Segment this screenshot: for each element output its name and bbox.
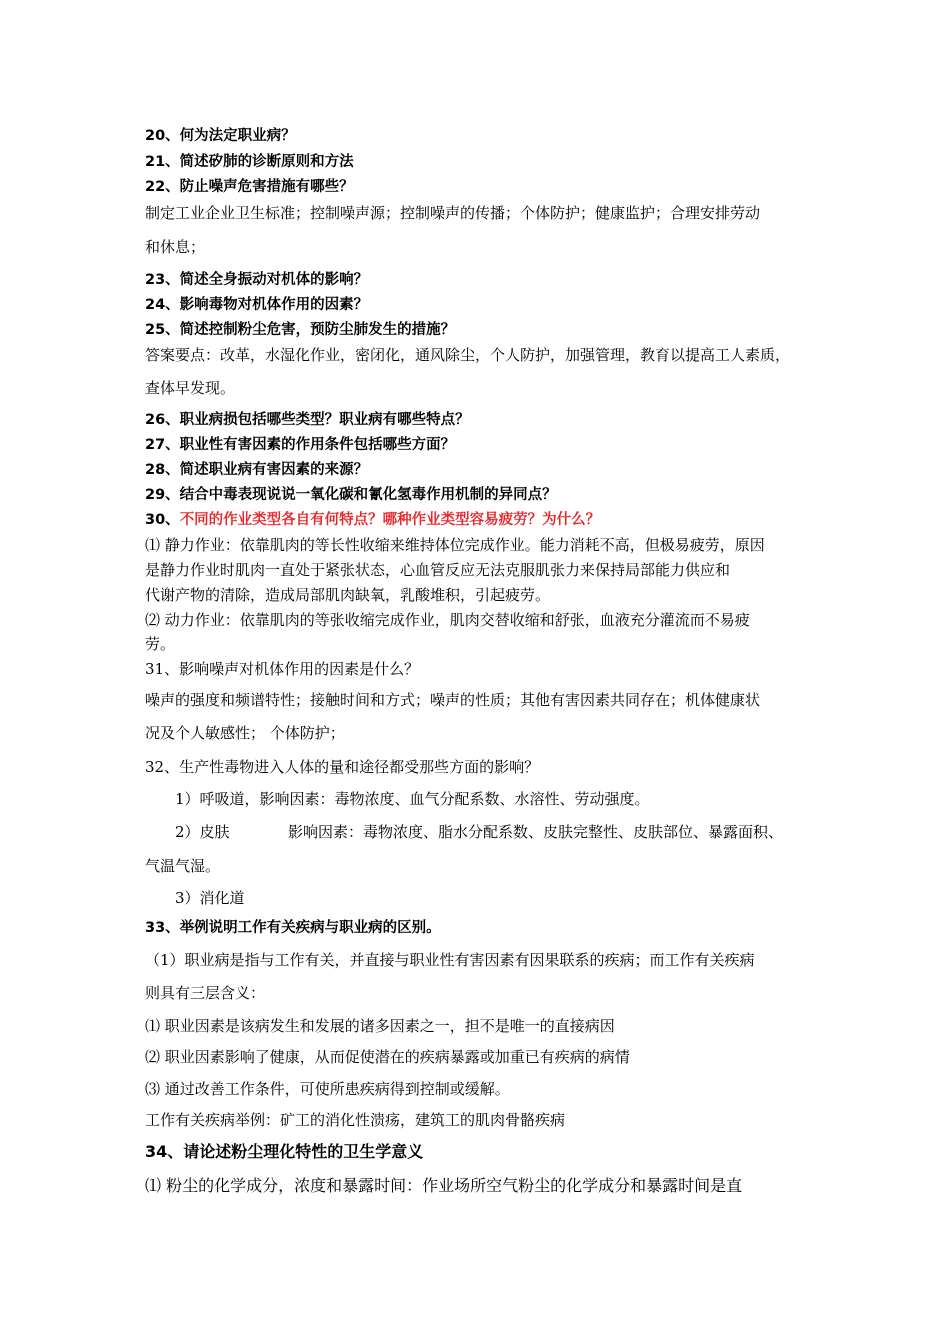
question-34: 34、请论述粉尘理化特性的卫生学意义 — [145, 1142, 424, 1161]
answer-25-line1: 答案要点：改革，水湿化作业，密闭化，通风除尘，个人防护，加强管理，教育以提高工人素质， — [145, 346, 791, 364]
answer-22-line2: 和休息； — [145, 238, 206, 256]
answer-30-line5: 劳。 — [145, 635, 176, 653]
question-22: 22、防止噪声危害措施有哪些？ — [145, 179, 354, 195]
question-28: 28、简述职业病有害因素的来源？ — [145, 462, 369, 478]
answer-32-skin-label: 2）皮肤 — [175, 823, 230, 841]
answer-32-digestive: 3）消化道 — [175, 889, 245, 907]
answer-33-item2: ⑵ 职业因素影响了健康，从而促使潜在的疾病暴露或加重已有疾病的病情 — [145, 1048, 630, 1066]
answer-31-line1: 噪声的强度和频谱特性；接触时间和方式；噪声的性质；其他有害因素共同存在；机体健康状 — [145, 691, 761, 709]
answer-25-line2: 查体早发现。 — [145, 379, 236, 397]
answer-33-item3: ⑶ 通过改善工作条件，可使所患疾病得到控制或缓解。 — [145, 1080, 510, 1098]
question-31: 31、影响噪声对机体作用的因素是什么？ — [145, 660, 420, 678]
question-24: 24、影响毒物对机体作用的因素？ — [145, 297, 369, 313]
answer-33-line1: （1）职业病是指与工作有关，并直接与职业性有害因素有因果联系的疾病；而工作有关疾病 — [145, 951, 755, 969]
question-20: 20、何为法定职业病？ — [145, 128, 296, 144]
question-21: 21、简述矽肺的诊断原则和方法 — [145, 154, 354, 170]
answer-30-line1: ⑴ 静力作业：依靠肌肉的等长性收缩来维持体位完成作业。能力消耗不高，但极易疲劳，原因 — [145, 536, 765, 554]
question-32: 32、生产性毒物进入人体的量和途径都受那些方面的影响？ — [145, 758, 540, 776]
answer-30-line4: ⑵ 动力作业：依靠肌肉的等张收缩完成作业，肌肉交替收缩和舒张，血液充分灌流而不易疲 — [145, 611, 750, 629]
answer-31-line2: 况及个人敏感性； 个体防护； — [145, 724, 345, 742]
answer-22-line1: 制定工业企业卫生标准；控制噪声源；控制噪声的传播；个体防护；健康监护；合理安排劳动 — [145, 204, 761, 222]
answer-33-item1: ⑴ 职业因素是该病发生和发展的诸多因素之一，担不是唯一的直接病因 — [145, 1017, 615, 1035]
answer-30-line3: 代谢产物的清除，造成局部肌肉缺氧，乳酸堆积，引起疲劳。 — [145, 586, 551, 604]
question-30: 30、不同的作业类型各自有何特点？哪种作业类型容易疲劳？为什么？ — [145, 512, 601, 528]
answer-32-respiratory: 1）呼吸道，影响因素：毒物浓度、血气分配系数、水溶性、劳动强度。 — [175, 790, 650, 808]
answer-30-line2: 是静力作业时肌肉一直处于紧张状态，心血管反应无法克服肌张力来保持局部能力供应和 — [145, 561, 731, 579]
answer-34-line1: ⑴ 粉尘的化学成分，浓度和暴露时间：作业场所空气粉尘的化学成分和暴露时间是直 — [145, 1176, 743, 1195]
question-33: 33、举例说明工作有关疾病与职业病的区别。 — [145, 920, 441, 936]
question-27: 27、职业性有害因素的作用条件包括哪些方面？ — [145, 437, 456, 453]
answer-32-skin-factors: 影响因素：毒物浓度、脂水分配系数、皮肤完整性、皮肤部位、暴露面积、 — [288, 823, 784, 841]
question-26: 26、职业病损包括哪些类型？职业病有哪些特点？ — [145, 412, 470, 428]
question-23: 23、简述全身振动对机体的影响？ — [145, 272, 369, 288]
answer-33-example: 工作有关疾病举例：矿工的消化性溃疡，建筑工的肌肉骨骼疾病 — [145, 1111, 566, 1129]
answer-32-skin-cont: 气温气湿。 — [145, 857, 221, 875]
answer-33-line2: 则具有三层含义： — [145, 984, 266, 1002]
question-25: 25、简述控制粉尘危害，预防尘肺发生的措施？ — [145, 322, 456, 338]
question-29: 29、结合中毒表现说说一氧化碳和氰化氢毒作用机制的异同点？ — [145, 487, 557, 503]
